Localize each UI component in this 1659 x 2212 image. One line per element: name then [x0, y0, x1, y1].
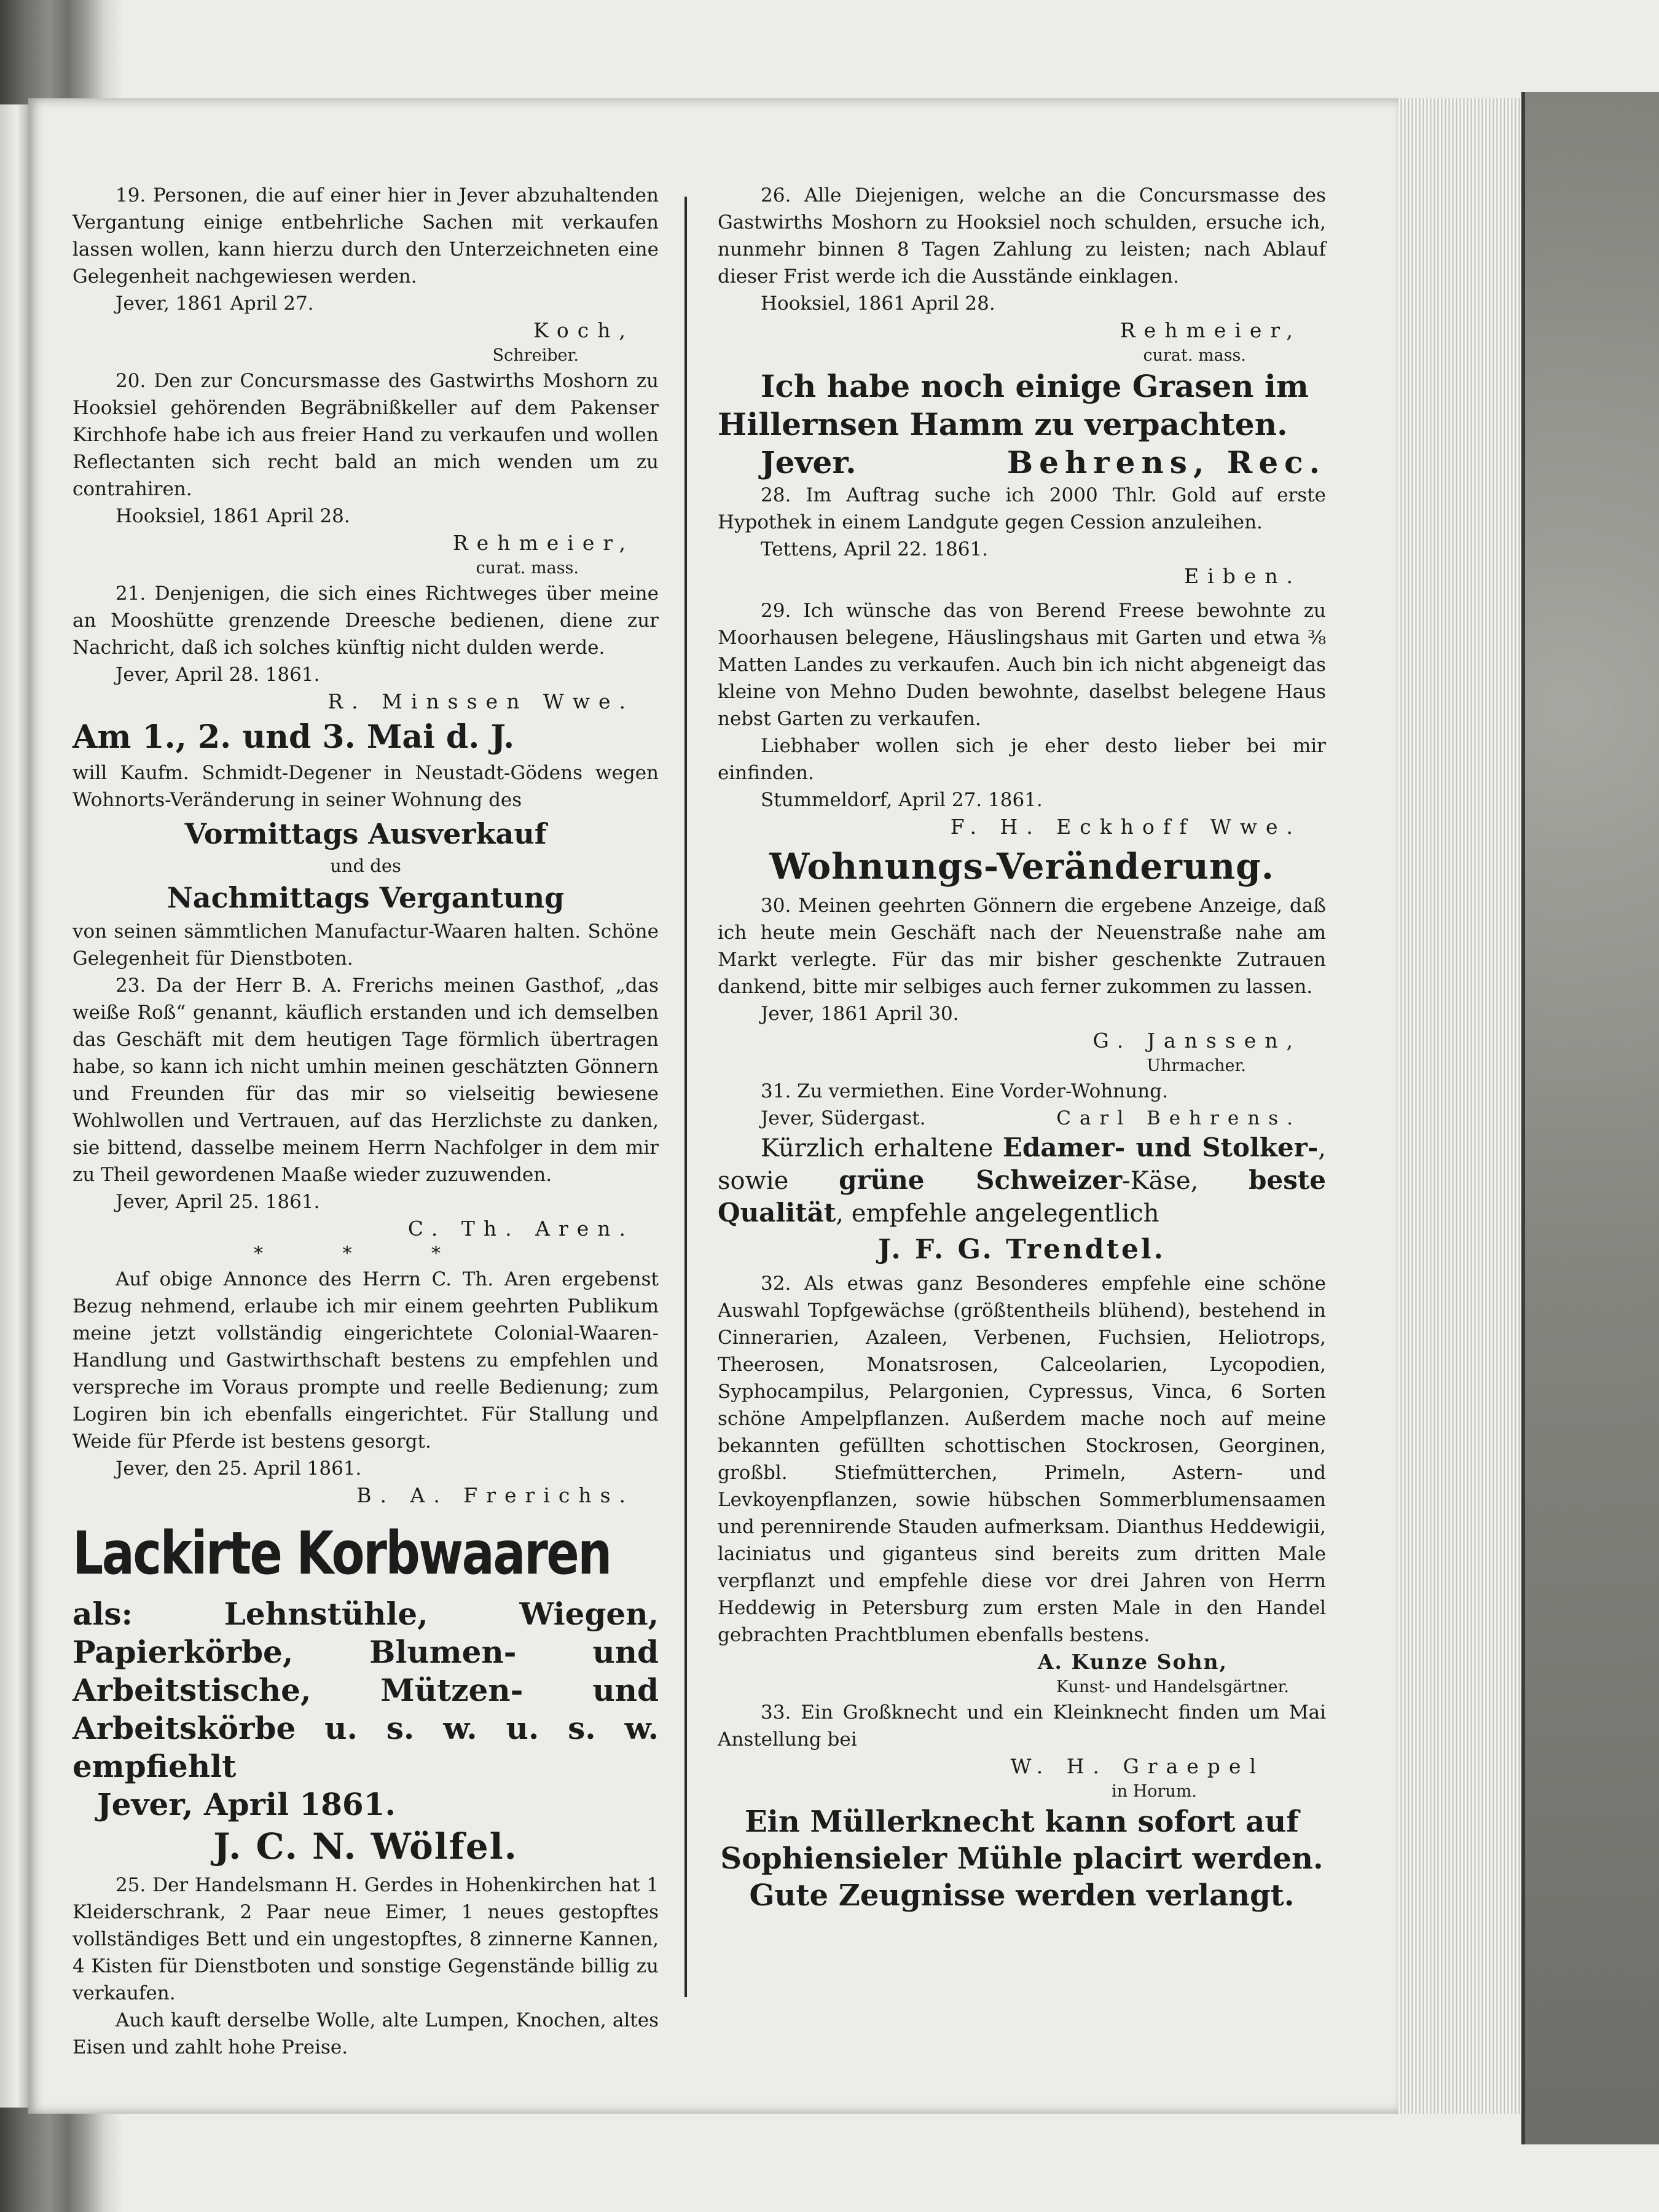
- ad-30-place-date: Jever, 1861 April 30.: [761, 1003, 959, 1025]
- ad-22-headline: Am 1., 2. und 3. Mai d. J.: [73, 718, 515, 756]
- ad-cheese-part-4: , empfehle angelegentlich: [836, 1199, 1159, 1228]
- ad-22-heading-afternoon: Nachmittags Vergantung: [167, 881, 565, 914]
- ad-33-signature: W. H. Graepel: [1010, 1754, 1265, 1778]
- ad-19-signature: Koch,: [533, 318, 634, 342]
- book-cover: [1521, 92, 1659, 2144]
- ad-cheese-signature: J. F. G. Trendtel.: [878, 1234, 1166, 1265]
- ad-27-line-1: Ich habe noch einige Grasen im: [761, 368, 1309, 404]
- ad-31-place: Jever, Südergast.: [761, 1107, 926, 1129]
- ad-25-text: 25. Der Handelsmann H. Gerdes in Hohenkirchen hat 1 Kleiderschrank, 2 Paar neue Eimer, 1 neues gestopftes vollständiges Bett und ein ungestopftes, 8 zinnerne Kannen, 4 Kisten für Dienstboten und sonstige Gegenstände billig zu verkaufen.: [73, 1874, 659, 2004]
- ad-28-text: 28. Im Auftrag suche ich 2000 Thlr. Gold auf erste Hypothek in einem Landgute gegen Cession anzuleihen.: [718, 484, 1326, 533]
- ad-23-signature: C. Th. Aren.: [407, 1217, 634, 1241]
- ad-30-headline: Wohnungs-Veränderung.: [769, 845, 1274, 887]
- ad-28-place-date: Tettens, April 22. 1861.: [761, 538, 989, 560]
- ad-29-text-2: Liebhaber wollen sich je eher desto lieber bei mir einfinden.: [718, 735, 1326, 784]
- ad-20-signature-title: curat. mass.: [476, 559, 579, 578]
- left-column: [73, 182, 659, 2061]
- ad-23-text-2: Auf obige Annonce des Herrn C. Th. Aren ergebenst Bezug nehmend, erlaube ich mir einem geehrten Publikum meine jetzt vollständig eingerichtete Colonial-Waaren-Handlung und Gastwirthschaft bestens zu empfehlen und verspreche im Voraus prompte und reelle Bedienung; zum Logiren bin ich ebenfalls eingerichtet. Für Stallung und Weide für Pferde ist bestens gesorgt.: [73, 1268, 659, 1453]
- ad-22-text-2: von seinen sämmtlichen Manufactur-Waaren halten. Schöne Gelegenheit für Dienstboten.: [73, 920, 659, 970]
- right-column: [718, 182, 1326, 1914]
- ad-20-signature: Rehmeier,: [452, 531, 634, 555]
- ad-mueller-line-3: Gute Zeugnisse werden verlangt.: [749, 1878, 1295, 1913]
- ad-cheese-part-1: Kürzlich erhaltene: [761, 1134, 1003, 1163]
- ad-32-signature-title: Kunst- und Handelsgärtner.: [1056, 1677, 1289, 1696]
- ad-30-signature: G. Janssen,: [1092, 1029, 1301, 1053]
- ad-25-text-2: Auch kauft derselbe Wolle, alte Lumpen, Knochen, altes Eisen und zahlt hohe Preise.: [73, 2009, 659, 2058]
- ad-31-place-signature: [718, 1105, 1326, 1132]
- ad-22-text: will Kaufm. Schmidt-Degener in Neustadt-Gödens wegen Wohnorts-Veränderung in seiner Wohnung des: [73, 762, 659, 811]
- ad-22-heading-morning: Vormittags Ausverkauf: [184, 817, 547, 850]
- ad-29-signature: F. H. Eckhoff Wwe.: [950, 815, 1301, 839]
- ad-23-stars: * * *: [253, 1243, 478, 1265]
- ad-mueller-line-1: Ein Müllerknecht kann sofort auf: [745, 1805, 1299, 1839]
- ad-21-signature: R. Minssen Wwe.: [327, 689, 634, 713]
- ad-24-place-date: Jever, April 1861.: [97, 1786, 396, 1822]
- ad-26-text: 26. Alle Diejenigen, welche an die Concursmasse des Gastwirths Moshorn zu Hooksiel noch schulden, ersuche ich, nunmehr binnen 8 Tagen Zahlung zu leisten; nach Ablauf dieser Frist werde ich die Ausstände einklagen.: [718, 184, 1326, 288]
- ad-23-place-date: Jever, April 25. 1861.: [116, 1191, 320, 1213]
- ad-27-place: Jever.: [761, 444, 857, 480]
- column-divider: [684, 197, 687, 1997]
- ad-28-signature: Eiben.: [1183, 564, 1301, 588]
- ad-33-text: 33. Ein Großknecht und ein Kleinknecht finden um Mai Anstellung bei: [718, 1701, 1326, 1751]
- ad-cheese-bold-2: grüne Schweizer: [839, 1165, 1123, 1195]
- ad-21-text: 21. Denjenigen, die sich eines Richtweges über meine an Mooshütte grenzende Dreesche bedienen, diene zur Nachricht, daß ich solches künftig nicht dulden werde.: [73, 582, 659, 659]
- ad-23-text: 23. Da der Herr B. A. Frerichs meinen Gasthof, „das weiße Roß“ genannt, käuflich erstanden und ich demselben das Geschäft mit dem heutigen Tage förmlich übertragen habe, so kann ich nicht umhin meinen geschätzten Gönnern und Freunden für das mir so vielseitig bewiesene Wohlwollen und Vertrauen, auf das Herzlichste zu danken, sie bittend, dasselbe meinem Herrn Nachfolger in dem mir zu Theil gewordenen Maaße wieder zuzuwenden.: [73, 975, 659, 1186]
- ad-24-text: als: Lehnstühle, Wiegen, Papierkörbe, Blumen- und Arbeitstische, Mützen- und Arbeitskörbe u. s. w. u. s. w. empfiehlt: [73, 1596, 659, 1784]
- ad-26-signature-title: curat. mass.: [1143, 346, 1246, 365]
- ad-27-place-signature: [718, 444, 1326, 482]
- ad-23-place-date-2: Jever, den 25. April 1861.: [116, 1457, 362, 1480]
- facing-page-edge: [0, 104, 28, 2108]
- ad-24-headline: Lackirte Korbwaaren: [73, 1519, 611, 1588]
- ad-30-signature-title: Uhrmacher.: [1147, 1056, 1246, 1075]
- ad-31-text: 31. Zu vermiethen. Eine Vorder-Wohnung.: [761, 1080, 1168, 1102]
- ad-20-text: 20. Den zur Concursmasse des Gastwirths Moshorn zu Hooksiel gehörenden Begräbnißkeller auf dem Pakenser Kirchhofe habe ich aus freier Hand zu verkaufen und wollen Reflectanten sich recht bald an mich wenden um zu contrahiren.: [73, 370, 659, 500]
- ad-33-signature-title: in Horum.: [1112, 1782, 1197, 1801]
- ad-21-place-date: Jever, April 28. 1861.: [116, 664, 320, 686]
- book-page-edges: [1398, 98, 1521, 2114]
- ad-24-signature: J. C. N. Wölfel.: [213, 1826, 518, 1867]
- ad-30-text: 30. Meinen geehrten Gönnern die ergebene Anzeige, daß ich heute mein Geschäft nach der Neuenstraße nahe am Markt verlegte. Für das mir bisher geschenkte Zutrauen dankend, bitte mir selbiges auch ferner zukommen zu lassen.: [718, 895, 1326, 998]
- ad-31-signature: Carl Behrens.: [1056, 1107, 1301, 1129]
- ad-cheese-part-2: , sowie: [718, 1134, 1326, 1195]
- ad-27-signature: Behrens, Rec.: [1006, 444, 1326, 480]
- ad-cheese-bold-1: Edamer- und Stolker-: [1002, 1132, 1319, 1163]
- ad-19-signature-title: Schreiber.: [492, 346, 579, 365]
- ad-19-place-date: Jever, 1861 April 27.: [116, 292, 314, 315]
- ad-23-signature-2: B. A. Frerichs.: [356, 1483, 634, 1507]
- ad-32-text: 32. Als etwas ganz Besonderes empfehle eine schöne Auswahl Topfgewächse (größtentheils blühend), bestehend in Cinnerarien, Azaleen, Verbenen, Fuchsien, Heliotrops, Theerosen, Monatsrosen, Calceolarien, Lycopodien, Syphocampilus, Pelargonien, Cypressus, Vinca, 6 Sorten schöne Ampelpflanzen. Außerdem mache noch auf meine bekannten gefüllten schottischen Stockrosen, Georginen, großbl. Stiefmütterchen, Primeln, Astern- und Levkoyenpflanzen, sowie hübschen Sommerblumensaamen und perennirende Stauden aufmerksam. Dianthus Heddewigii, laciniatus und giganteus sind bereits zum dritten Male verpflanzt und empfehle diese vor drei Jahren von Herrn Heddewig in Petersburg zum ersten Male in den Handel gebrachten Prachtblumen ebenfalls bestens.: [718, 1273, 1326, 1646]
- ad-27-line-2: Hillernsen Hamm zu verpachten.: [718, 406, 1288, 442]
- ad-29-text: 29. Ich wünsche das von Berend Freese bewohnte zu Moorhausen belegene, Häuslingshaus mit Garten und etwa ⅜ Matten Landes zu verkaufen. Auch bin ich nicht abgeneigt das kleine von Mehno Duden bewohnte, daselbst belegene Haus nebst Garten zu verkaufen.: [718, 600, 1326, 730]
- ad-22-connector: und des: [330, 855, 401, 876]
- ad-cheese-text: [718, 1132, 1326, 1230]
- ad-29-place-date: Stummeldorf, April 27. 1861.: [761, 789, 1043, 811]
- ad-26-place-date: Hooksiel, 1861 April 28.: [761, 292, 995, 315]
- ad-32-signature: A. Kunze Sohn,: [1037, 1650, 1228, 1674]
- ad-cheese-part-3: -Käse,: [1122, 1167, 1249, 1195]
- ad-mueller-line-2: Sophiensieler Mühle placirt werden.: [720, 1841, 1324, 1876]
- spacer: [718, 590, 1326, 597]
- ad-26-signature: Rehmeier,: [1120, 318, 1301, 342]
- ad-20-place-date: Hooksiel, 1861 April 28.: [116, 505, 350, 527]
- ad-19-text: 19. Personen, die auf einer hier in Jever abzuhaltenden Vergantung einige entbehrliche Sachen mit verkaufen lassen wollen, kann hierzu durch den Unterzeichneten eine Gelegenheit nachgewiesen werden.: [73, 184, 659, 288]
- ad-cheese-bold-3: beste Qualität: [718, 1165, 1327, 1228]
